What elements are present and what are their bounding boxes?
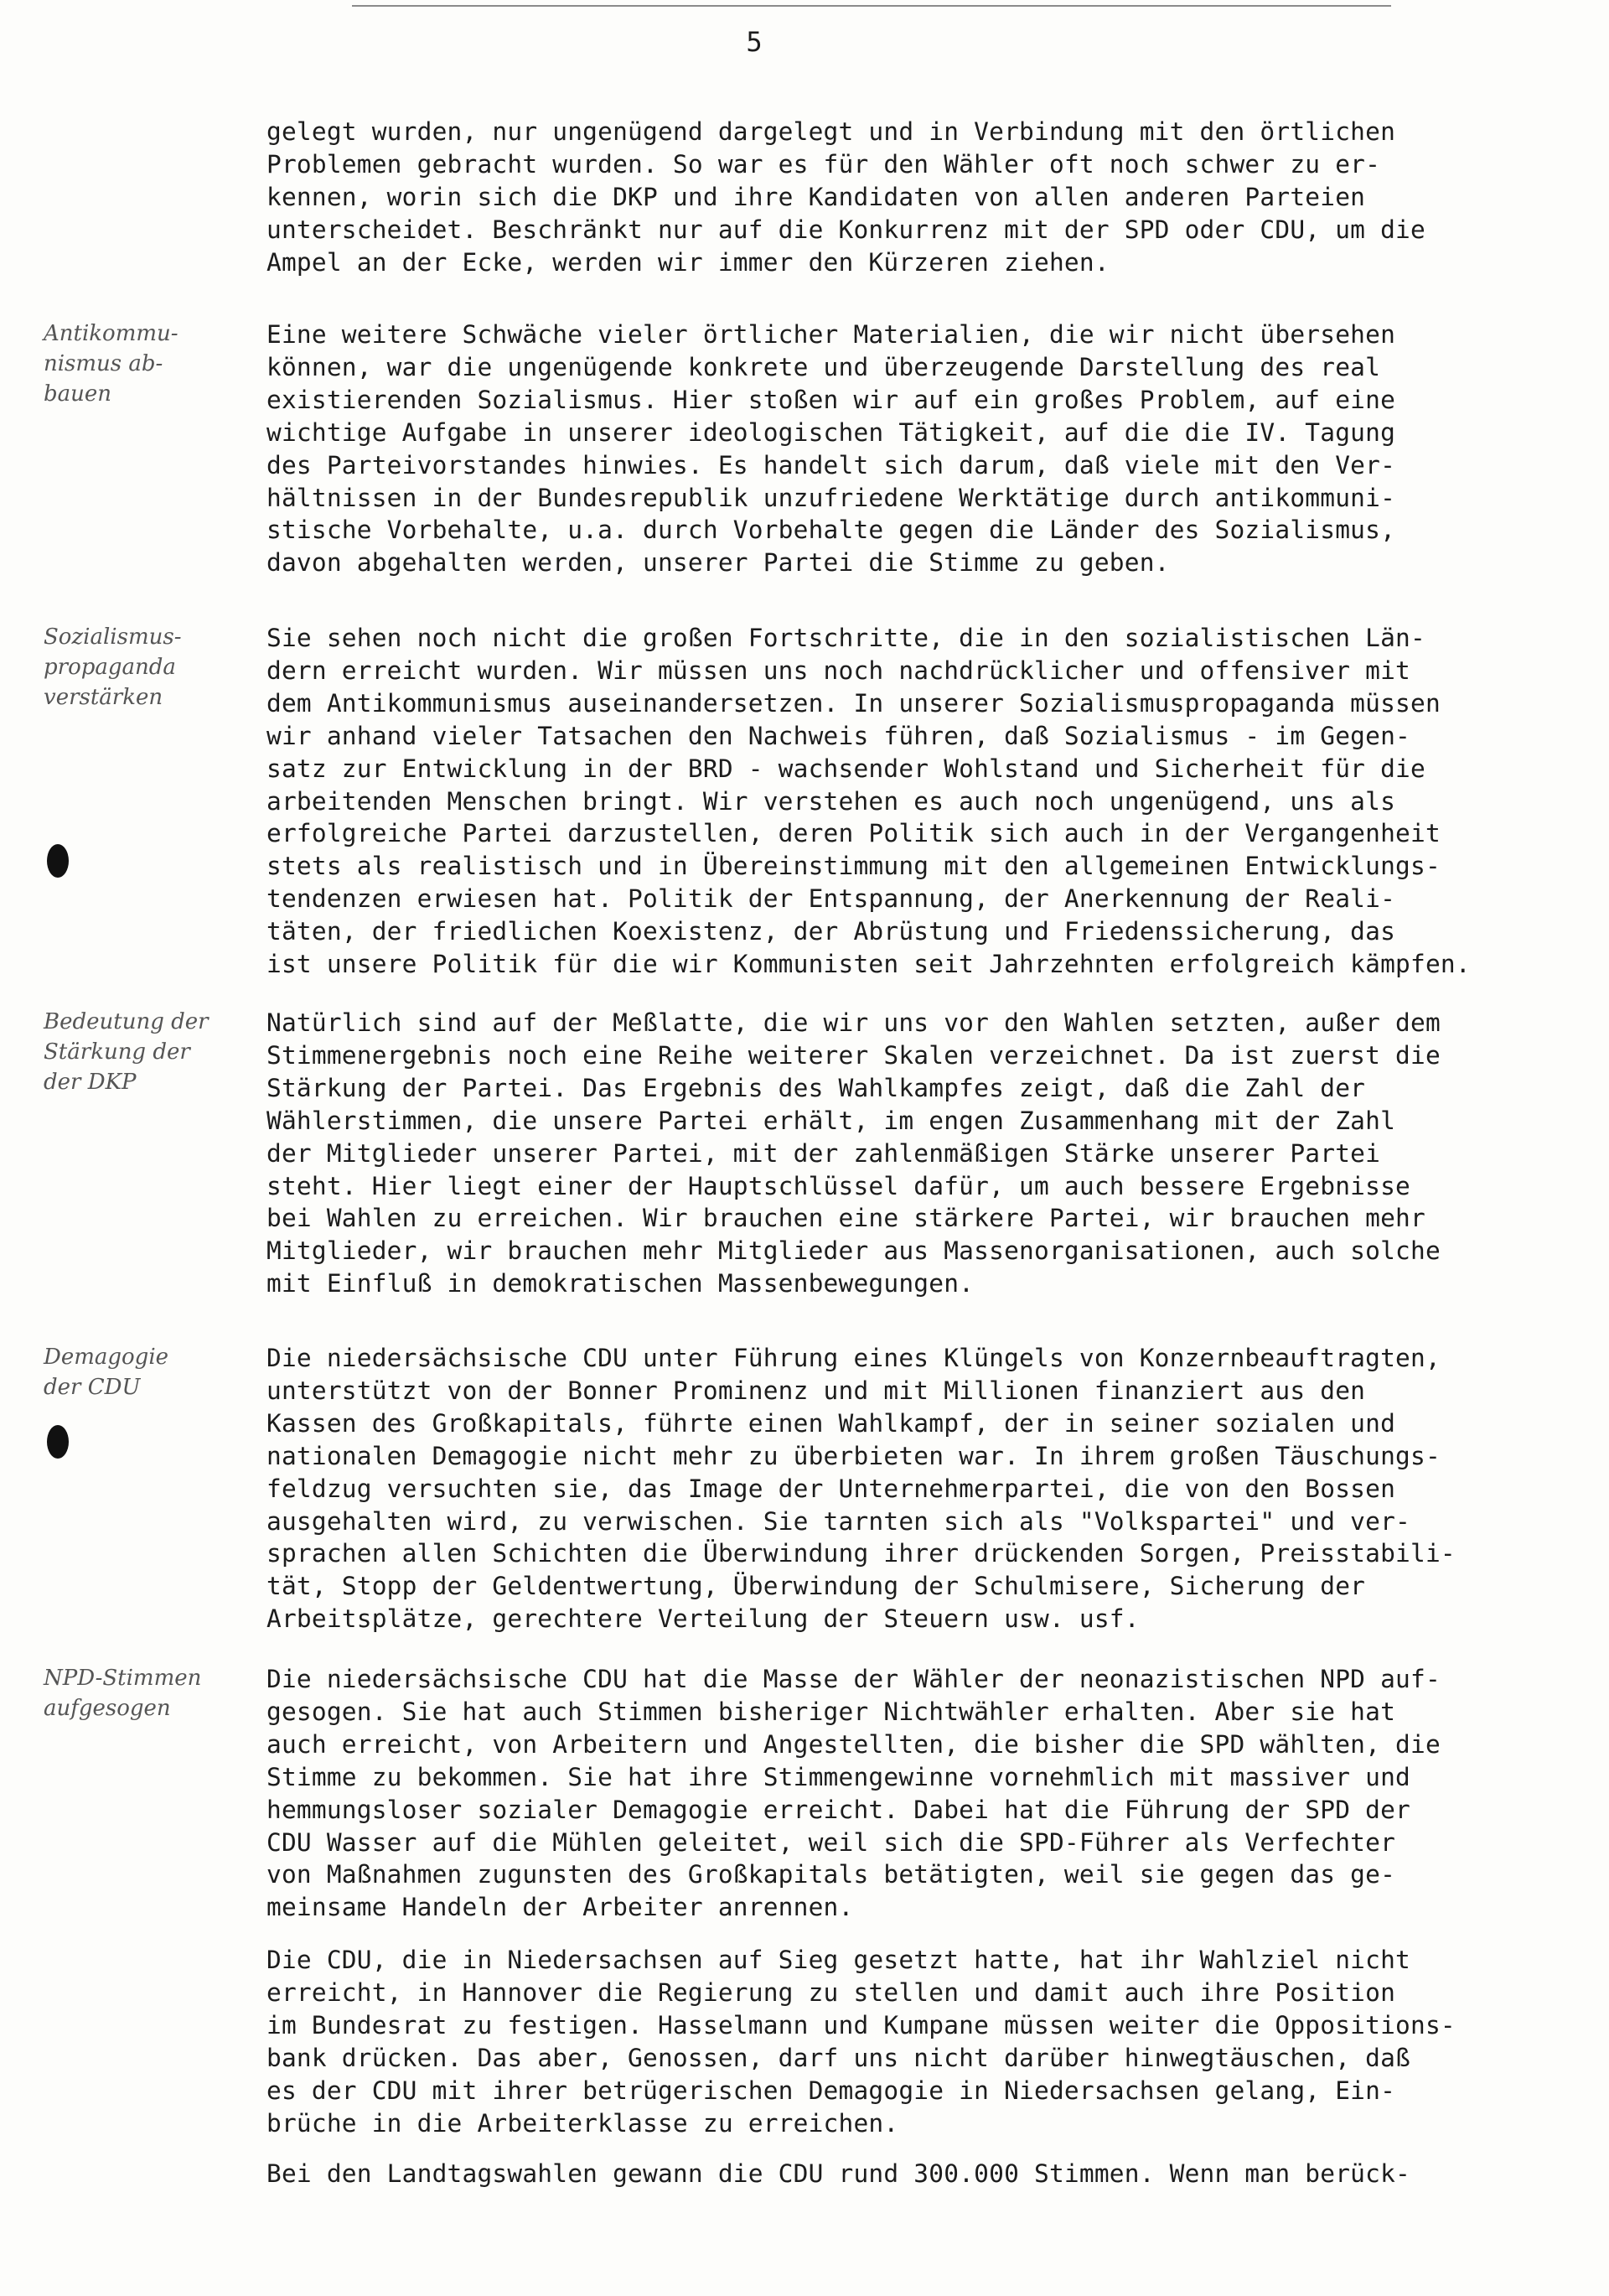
text-line: des Parteivorstandes hinwies. Es handelt sich darum, daß viele mit den Ver- (266, 450, 1396, 479)
paragraph (266, 116, 1550, 279)
margin-note-line: NPD-Stimmen (44, 1666, 202, 1691)
text-line: meinsame Handeln der Arbeiter anrennen. (266, 1893, 854, 1922)
text-line: der Mitglieder unserer Partei, mit der zahlenmäßigen Stärke unserer Partei (266, 1138, 1381, 1168)
text-line: mit Einfluß in demokratischen Massenbewegungen. (266, 1269, 975, 1298)
text-line: Die niedersächsische CDU unter Führung eines Klüngels von Konzernbeauftragten, (266, 1344, 1441, 1372)
margin-note-line: propaganda (44, 655, 176, 680)
text-line: Ampel an der Ecke, werden wir immer den Kürzeren ziehen. (266, 247, 1110, 277)
text-line: unterscheidet. Beschränkt nur auf die Konkurrenz mit der SPD oder CDU, um die (266, 215, 1425, 244)
text-line: im Bundesrat zu festigen. Hasselmann und Kumpane müssen weiter die Oppositions- (266, 2010, 1456, 2039)
text-line: Mitglieder, wir brauchen mehr Mitglieder aus Massenorganisationen, auch solche (266, 1236, 1441, 1266)
margin-note (44, 622, 253, 713)
text-line: arbeitenden Menschen bringt. Wir verstehen es auch noch ungenügend, uns als (266, 786, 1396, 816)
text-line: Problemen gebracht wurden. So war es für den Wähler oft noch schwer zu er- (266, 149, 1381, 179)
text-line: Stärkung der Partei. Das Ergebnis des Wahlkampfes zeigt, daß die Zahl der (266, 1073, 1366, 1102)
text-line: tendenzen erwiesen hat. Politik der Entspannung, der Anerkennung der Reali- (266, 884, 1396, 914)
margin-note-line: Stärkung der (44, 1039, 190, 1065)
text-line: können, war die ungenügende konkrete und überzeugende Darstellung des real (266, 352, 1381, 381)
punch-hole-mark (47, 1425, 69, 1459)
text-line: tät, Stopp der Geldentwertung, Überwindung der Schulmisere, Sicherung der (266, 1572, 1366, 1601)
margin-note-line: der CDU (44, 1375, 141, 1400)
text-line: stische Vorbehalte, u.a. durch Vorbehalte gegen die Länder des Sozialismus, (266, 516, 1396, 545)
text-line: Arbeitsplätze, gerechtere Verteilung der Steuern usw. usf. (266, 1604, 1140, 1634)
text-line: hältnissen in der Bundesrepublik unzufriedene Werktätige durch antikommuni- (266, 483, 1396, 512)
margin-note-line: der DKP (44, 1070, 137, 1095)
text-line: existierenden Sozialismus. Hier stoßen wir auf ein großes Problem, auf eine (266, 385, 1396, 414)
text-line: bei Wahlen zu erreichen. Wir brauchen eine stärkere Partei, wir brauchen mehr (266, 1204, 1425, 1233)
margin-note (44, 1342, 253, 1402)
text-line: Sie sehen noch nicht die großen Fortschritte, die in den sozialistischen Län- (266, 624, 1425, 652)
margin-note-line: verstärken (44, 685, 163, 710)
text-line: wichtige Aufgabe in unserer ideologischen Tätigkeit, auf die die IV. Tagung (266, 417, 1396, 447)
text-line: feldzug versuchten sie, das Image der Unternehmerpartei, die von den Bossen (266, 1474, 1396, 1503)
paragraph (266, 2158, 1550, 2190)
margin-note-line: Antikommu- (44, 321, 178, 346)
text-line: Stimme zu bekommen. Sie hat ihre Stimmengewinne vornehmlich mit massiver und (266, 1762, 1410, 1791)
text-line: unterstützt von der Bonner Prominenz und mit Millionen finanziert aus den (266, 1376, 1366, 1405)
margin-note-line: nismus ab- (44, 351, 163, 376)
margin-note-line: Bedeutung der (44, 1009, 209, 1034)
margin-note-line: Sozialismus- (44, 625, 182, 650)
margin-note (44, 1007, 253, 1097)
text-line: stets als realistisch und in Übereinstimmung mit den allgemeinen Entwicklungs- (266, 852, 1441, 881)
text-line: gelegt wurden, nur ungenügend dargelegt und in Verbindung mit den örtlichen (266, 117, 1396, 146)
text-line: dem Antikommunismus auseinandersetzen. In unserer Sozialismuspropaganda müssen (266, 688, 1441, 718)
text-line: gesogen. Sie hat auch Stimmen bisheriger Nichtwähler erhalten. Aber sie hat (266, 1697, 1396, 1726)
text-line: sprachen allen Schichten die Überwindung ihrer drückenden Sorgen, Preisstabili- (266, 1539, 1456, 1568)
text-line: steht. Hier liegt einer der Hauptschlüssel dafür, um auch bessere Ergebnisse (266, 1171, 1410, 1200)
text-line: es der CDU mit ihrer betrügerischen Demagogie in Niedersachsen gelang, Ein- (266, 2076, 1396, 2105)
paragraph (266, 1944, 1550, 2139)
text-line: täten, der friedlichen Koexistenz, der Abrüstung und Friedenssicherung, das (266, 917, 1396, 946)
punch-hole-mark (47, 844, 69, 878)
text-line: Eine weitere Schwäche vieler örtlicher Materialien, die wir nicht übersehen (266, 320, 1396, 349)
text-line: Die CDU, die in Niedersachsen auf Sieg gesetzt hatte, hat ihr Wahlziel nicht (266, 1946, 1410, 1974)
top-rule (352, 5, 1391, 7)
text-line: Bei den Landtagswahlen gewann die CDU rund 300.000 Stimmen. Wenn man berück- (266, 2159, 1410, 2188)
text-line: brüche in die Arbeiterklasse zu erreichen. (266, 2108, 899, 2138)
text-line: ausgehalten wird, zu verwischen. Sie tarnten sich als "Volkspartei" und ver- (266, 1506, 1410, 1536)
text-line: davon abgehalten werden, unserer Partei die Stimme zu geben. (266, 548, 1170, 578)
text-line: erfolgreiche Partei darzustellen, deren Politik sich auch in der Vergangenheit (266, 819, 1441, 848)
text-line: Natürlich sind auf der Meßlatte, die wir uns vor den Wahlen setzten, außer dem (266, 1008, 1441, 1037)
paragraph (266, 1663, 1550, 1924)
text-line: bank drücken. Das aber, Genossen, darf uns nicht darüber hinwegtäuschen, daß (266, 2043, 1410, 2072)
text-line: erreicht, in Hannover die Regierung zu stellen und damit auch ihre Position (266, 1977, 1396, 2007)
text-line: hemmungsloser sozialer Demagogie erreicht. Dabei hat die Führung der SPD der (266, 1795, 1410, 1824)
text-line: Stimmenergebnis noch eine Reihe weiterer Skalen verzeichnet. Da ist zuerst die (266, 1040, 1441, 1070)
margin-note (44, 1663, 253, 1723)
text-line: CDU Wasser auf die Mühlen geleitet, weil sich die SPD-Führer als Verfechter (266, 1827, 1396, 1857)
text-line: von Maßnahmen zugunsten des Großkapitals betätigten, weil sie gegen das ge- (266, 1860, 1396, 1889)
text-line: Wählerstimmen, die unsere Partei erhält, im engen Zusammenhang mit der Zahl (266, 1106, 1396, 1135)
text-line: ist unsere Politik für die wir Kommunisten seit Jahrzehnten erfolgreich kämpfen. (266, 950, 1471, 979)
text-line: auch erreicht, von Arbeitern und Angestellten, die bisher die SPD wählten, die (266, 1729, 1441, 1759)
paragraph (266, 1342, 1550, 1635)
text-line: satz zur Entwicklung in der BRD - wachsender Wohlstand und Sicherheit für die (266, 754, 1425, 783)
margin-note-line: Demagogie (44, 1345, 169, 1370)
text-line: dern erreicht wurden. Wir müssen uns noch nachdrücklicher und offensiver mit (266, 656, 1410, 685)
paragraph (266, 319, 1550, 579)
text-line: nationalen Demagogie nicht mehr zu überbieten war. In ihrem großen Täuschungs- (266, 1441, 1441, 1470)
text-line: wir anhand vieler Tatsachen den Nachweis führen, daß Sozialismus - im Gegen- (266, 721, 1410, 750)
margin-note (44, 319, 253, 409)
margin-note-line: aufgesogen (44, 1696, 171, 1721)
text-line: kennen, worin sich die DKP und ihre Kandidaten von allen anderen Parteien (266, 182, 1366, 211)
page-number: 5 (746, 26, 763, 58)
text-line: Die niedersächsische CDU hat die Masse der Wähler der neonazistischen NPD auf- (266, 1665, 1441, 1693)
text-line: Kassen des Großkapitals, führte einen Wahlkampf, der in seiner sozialen und (266, 1408, 1396, 1438)
paragraph (266, 622, 1550, 981)
paragraph (266, 1007, 1550, 1300)
margin-note-line: bauen (44, 381, 112, 407)
